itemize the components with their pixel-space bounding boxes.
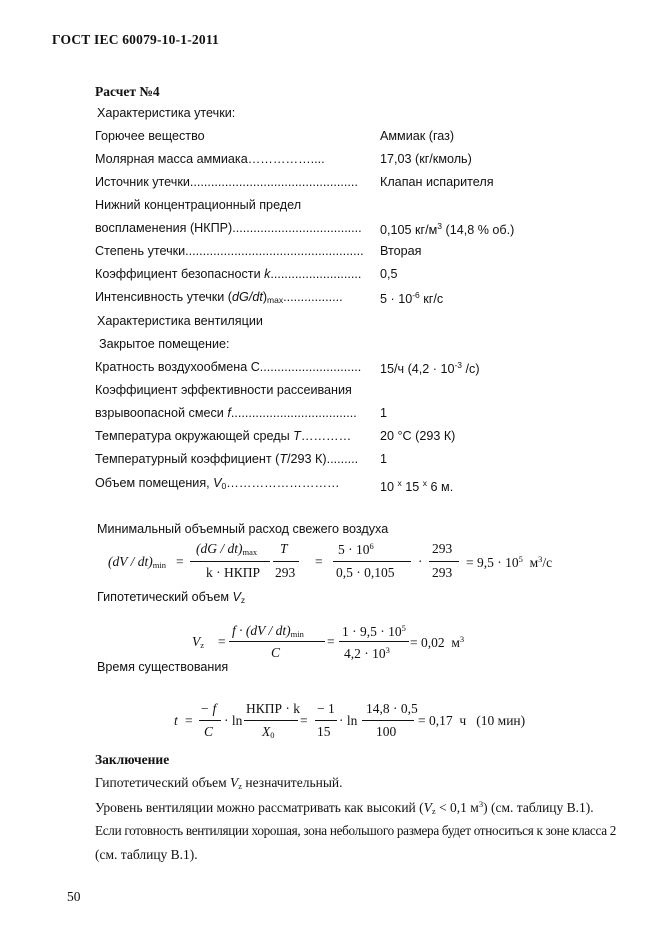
f1-den2: 293	[275, 565, 296, 580]
vent-row-label: Коэффициент эффективности рассеивания	[95, 383, 352, 397]
vent-row-value: 1	[380, 406, 388, 420]
f1-den3: 0,5 · 0,105	[336, 565, 395, 580]
f3-frac4-line	[362, 720, 414, 721]
f1-result: = $9,5 \cdot 10^5$ $м^3/с$	[466, 554, 553, 570]
vent-subheading: Закрытое помещение:	[99, 337, 230, 351]
conclusion-line: Уровень вентиляции можно рассматривать как высокий ($V_z < 0,1$ $м^3$) (см. таблицу В.1).	[95, 799, 594, 816]
leak-row-value: Вторая	[380, 244, 422, 258]
f2-num1: $f \cdot (dV / dt)_{min}$	[232, 623, 304, 639]
vent-row-label: Объем помещения, $V_0\dots\dots\dots\dots\dots\dots\dots\dots\dots$	[95, 476, 340, 491]
leak-row-value: Клапан испарителя	[380, 175, 494, 189]
vent-row-value: 15/ч ($4,2 \cdot 10^{-3}$ /с)	[380, 360, 480, 376]
f3-num4: 14,8 · 0,5	[366, 701, 418, 716]
f1-num1: $(dG / dt)_{max}$	[196, 541, 258, 557]
conclusion-line: Если готовность вентиляции хорошая, зона небольшого размера будет относиться к зоне класса 2	[95, 823, 617, 838]
vent-row-value: 10 $^x$ 15 $^x$ 6 м.	[380, 478, 454, 494]
vent-row-value: 1	[380, 452, 388, 466]
leak-row-value: 0,105 $кг/м^3$ (14,8 % об.)	[380, 221, 515, 237]
vent-row-label: Температурный коэффициент (T/293 К).........	[95, 452, 359, 466]
f1-den1: k · НКПР	[206, 565, 261, 580]
min-flow-intro: Минимальный объемный расход свежего воздуха	[97, 522, 389, 536]
vz-intro: Гипотетический объем $V_z$	[97, 590, 246, 605]
f2-num2: $1 \cdot 9,5 \cdot 10^5$	[342, 623, 406, 639]
f2-den2: $4,2 \cdot 10^3$	[344, 645, 390, 661]
conclusion-line: (см. таблицу В.1).	[95, 847, 198, 862]
f3-frac1-line	[199, 720, 221, 721]
leak-row-label: воспламенения (НКПР).....................................	[95, 221, 362, 235]
f3-ln2: · ln	[339, 713, 358, 728]
leak-heading: Характеристика утечки:	[97, 106, 236, 120]
leak-row-value: $5 \cdot 10^{-6}$ кг/с	[380, 290, 444, 306]
f1-dot: ·	[418, 554, 423, 569]
f1-num3: $5 \cdot 10^6$	[338, 541, 374, 557]
leak-row-label: Нижний концентрационный предел	[95, 198, 302, 212]
f3-result: = 0,17 ч (10 мин)	[418, 713, 526, 728]
f1-den4: 293	[432, 565, 453, 580]
leak-row-label: Молярная масса аммиака……………....	[95, 152, 325, 166]
leak-row-label: Горючее вещество	[95, 129, 205, 143]
f2-frac1-line	[229, 641, 325, 642]
leak-row-label: Источник утечки................................................	[95, 175, 358, 189]
time-intro: Время существования	[97, 660, 229, 674]
standard-header: ГОСТ IEC 60079-10-1-2011	[52, 32, 219, 47]
f3-num3: − 1	[317, 701, 335, 716]
f3-num2: НКПР · k	[246, 701, 301, 716]
f3-eq2: =	[300, 713, 308, 728]
f3-den3: 15	[317, 724, 331, 739]
f1-eq2: =	[315, 554, 323, 569]
leak-row-value: Аммиак (газ)	[380, 129, 455, 143]
f1-frac1-line	[190, 561, 270, 562]
leak-row-value: 0,5	[380, 267, 398, 281]
f2-lhs: $V_z$	[192, 634, 205, 650]
f3-den1: C	[204, 724, 214, 739]
leak-row-label: Интенсивность утечки $(dG/dt)_{max}$.................	[95, 290, 343, 305]
f3-lhs: t	[174, 713, 178, 728]
f2-frac2-line	[339, 641, 409, 642]
f3-ln1: · ln	[224, 713, 243, 728]
calc-title: Расчет №4	[95, 84, 160, 99]
f2-den1: C	[271, 645, 281, 660]
leak-row-label: Степень утечки...................................................	[95, 244, 364, 258]
f3-frac2-line	[244, 720, 298, 721]
conclusion-line: Гипотетический объем $V_z$ незначительный.	[95, 775, 343, 791]
f1-num2: T	[280, 541, 288, 556]
f3-frac3-line	[315, 720, 337, 721]
f1-num4: 293	[432, 541, 453, 556]
f1-frac4-line	[429, 561, 459, 562]
f1-frac3-line	[333, 561, 411, 562]
leak-row-label: Коэффициент безопасности k..........................	[95, 267, 362, 281]
f1-lhs: $(dV / dt)_{min}$	[108, 554, 166, 570]
conclusion-title: Заключение	[95, 752, 170, 767]
f2-eq2: =	[327, 634, 335, 649]
vent-row-label: Кратность воздухообмена С.............................	[95, 360, 362, 374]
f3-num1: − f	[200, 701, 217, 716]
page-number: 50	[67, 889, 81, 904]
f3-den2: $X_0$	[262, 724, 275, 740]
vent-heading: Характеристика вентиляции	[97, 314, 263, 328]
f3-den4: 100	[376, 724, 397, 739]
vent-row-label: Температура окружающей среды T…………	[95, 429, 352, 443]
vent-row-label: взрывоопасной смеси f....................................	[95, 406, 357, 420]
leak-row-value: 17,03 (кг/кмоль)	[380, 152, 472, 166]
f1-eq: =	[176, 554, 184, 569]
f3-eq: =	[185, 713, 193, 728]
vent-row-value: 20 °С (293 К)	[380, 429, 456, 443]
f2-result: = 0,02 $м^3$	[410, 634, 465, 650]
f2-eq: =	[218, 634, 226, 649]
f1-frac2-line	[273, 561, 299, 562]
